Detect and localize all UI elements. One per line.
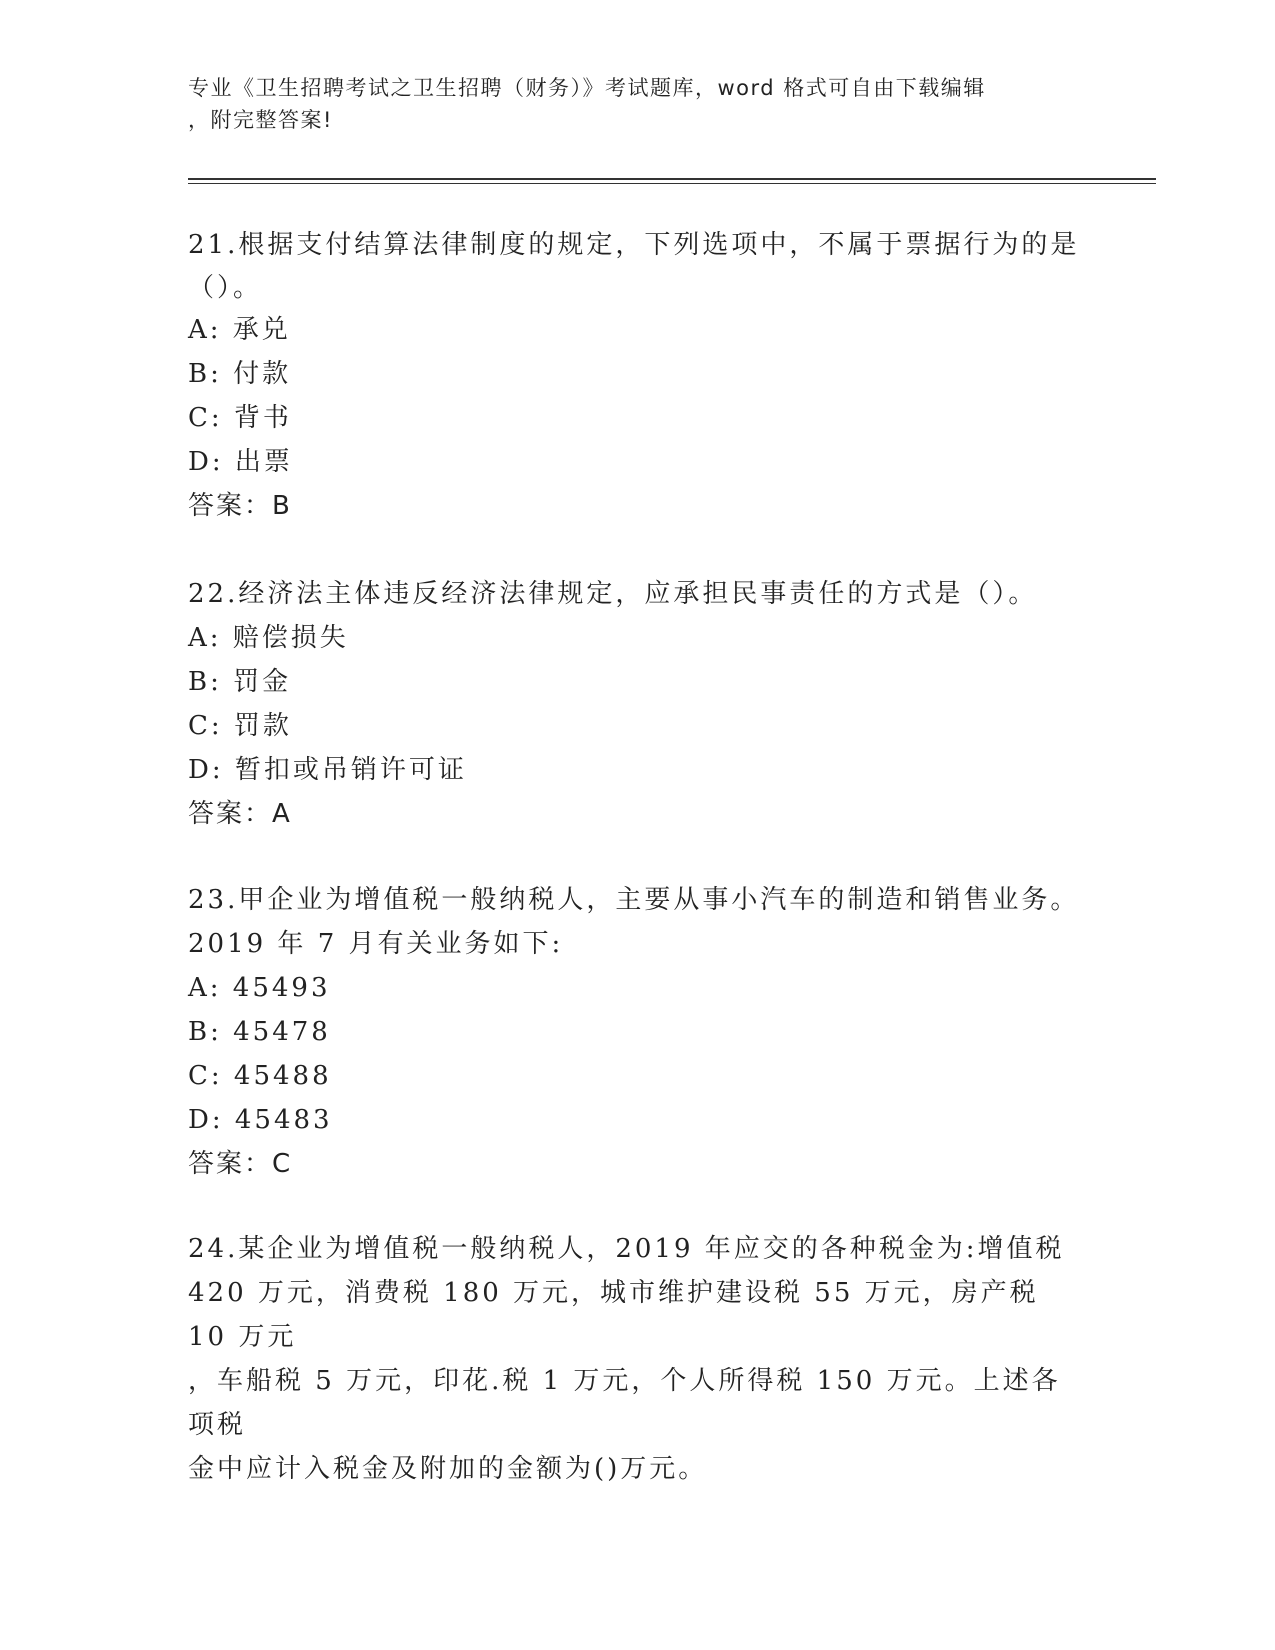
answer-label: 答案：B	[188, 491, 292, 521]
header-line-1: 专业《卫生招聘考试之卫生招聘（财务）》考试题库，word 格式可自由下载编辑	[188, 76, 986, 100]
option-b: B: 45478	[188, 1017, 331, 1047]
option-b: B: 罚金	[188, 667, 292, 697]
question-stem-line: 22.经济法主体违反经济法律规定，应承担民事责任的方式是（）。	[188, 579, 1038, 609]
question-22	[188, 572, 1088, 836]
question-23	[188, 878, 1088, 1186]
header-divider	[188, 178, 1156, 180]
question-stem-line: 2019 年 7 月有关业务如下:	[188, 929, 564, 959]
option-a: A: 45493	[188, 973, 331, 1003]
question-stem-line: ，车船税 5 万元，印花.税 1 万元，个人所得税 150 万元。上述各项税	[188, 1366, 1061, 1440]
question-stem-line: 24.某企业为增值税一般纳税人，2019 年应交的各种税金为:增值税	[188, 1234, 1065, 1264]
option-a: A: 赔偿损失	[188, 623, 349, 653]
option-a: A: 承兑	[188, 315, 291, 345]
option-d: D: 出票	[188, 447, 293, 477]
question-stem-line: 21.根据支付结算法律制度的规定，下列选项中，不属于票据行为的是	[188, 230, 1080, 260]
answer-label: 答案：C	[188, 1149, 293, 1179]
option-d: D: 暂扣或吊销许可证	[188, 755, 467, 785]
question-21	[188, 222, 1088, 528]
question-stem-line: 420 万元，消费税 180 万元，城市维护建设税 55 万元，房产税 10 万元	[188, 1278, 1039, 1352]
document-header	[188, 72, 1088, 136]
option-b: B: 付款	[188, 359, 292, 389]
question-stem-line: 23.甲企业为增值税一般纳税人，主要从事小汽车的制造和销售业务。	[188, 885, 1080, 915]
question-stem-line: （）。	[188, 273, 263, 303]
option-c: C: 45488	[188, 1061, 332, 1091]
header-divider-thin	[188, 183, 1156, 184]
question-24	[188, 1227, 1088, 1491]
header-line-2: ，附完整答案!	[188, 108, 333, 132]
option-c: C: 背书	[188, 403, 292, 433]
option-c: C: 罚款	[188, 711, 292, 741]
option-d: D: 45483	[188, 1105, 333, 1135]
question-stem-line: 金中应计入税金及附加的金额为()万元。	[188, 1454, 708, 1484]
answer-label: 答案：A	[188, 799, 292, 829]
